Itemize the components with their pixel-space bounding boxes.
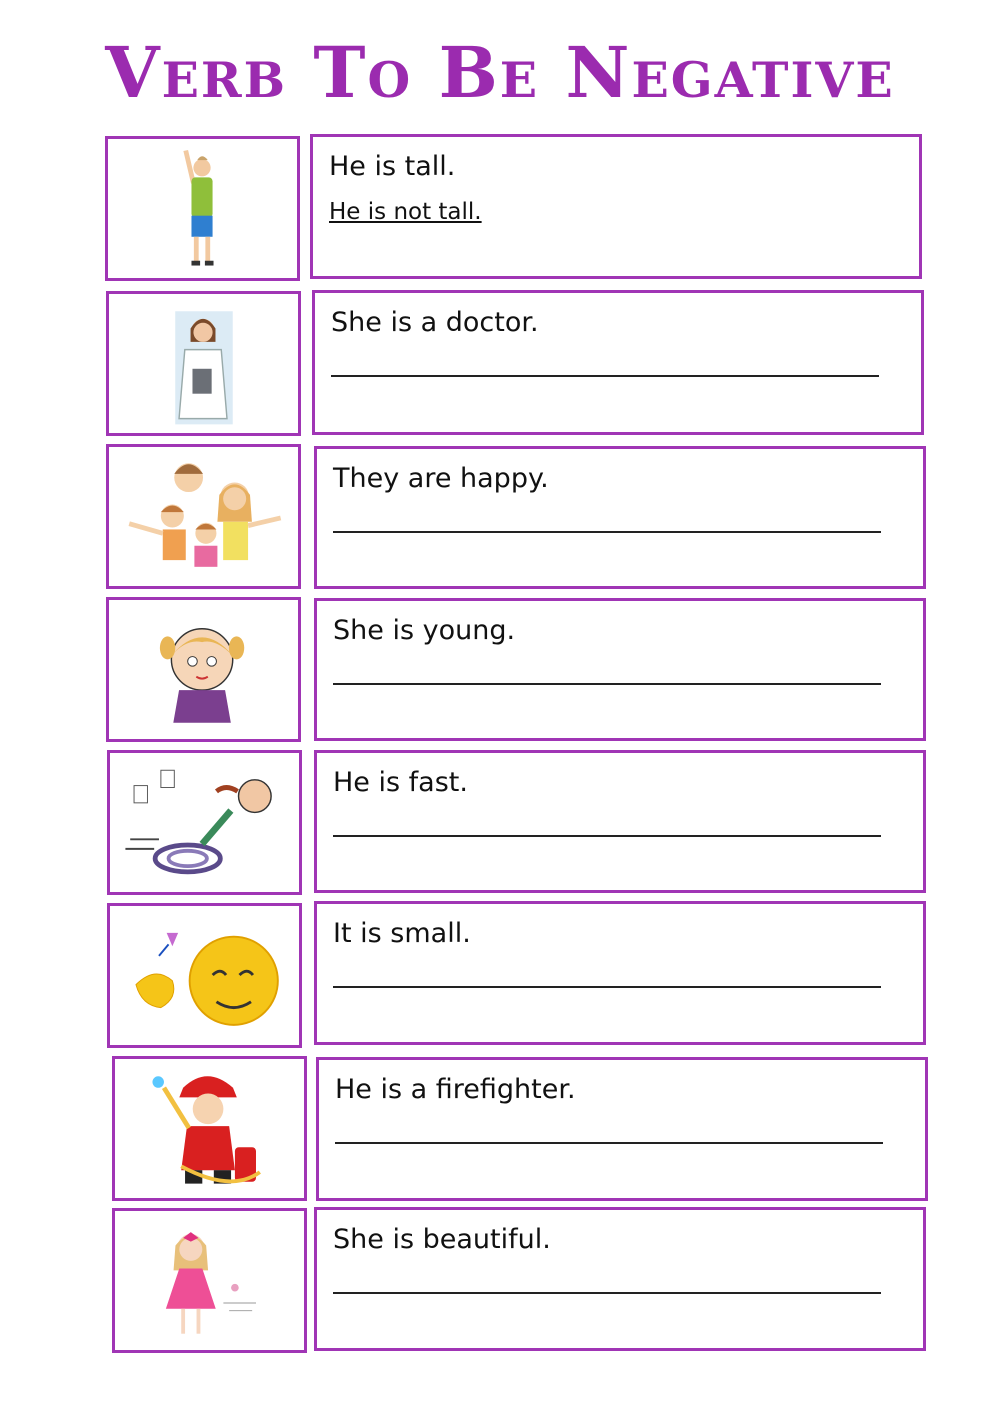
answer-text[interactable]: He is not tall.: [329, 199, 482, 225]
small-emoji-icon: [110, 906, 299, 1045]
answer-line[interactable]: [333, 835, 881, 837]
sentence-box-4: [314, 598, 926, 741]
answer-line[interactable]: [333, 1292, 881, 1294]
sentence-text: She is young.: [333, 615, 516, 646]
sentence-text: He is tall.: [329, 151, 456, 182]
sentence-text: He is fast.: [333, 767, 468, 798]
sentence-text: She is beautiful.: [333, 1224, 551, 1255]
picture-frame-happy: [106, 444, 301, 589]
young-girl-icon: [109, 600, 298, 739]
sentence-box-5: [314, 750, 926, 893]
picture-frame-doctor: [106, 291, 301, 436]
picture-frame-fast: [107, 750, 302, 895]
firefighter-icon: [115, 1059, 304, 1198]
sentence-text: She is a doctor.: [331, 307, 539, 338]
doctor-icon: [109, 294, 298, 433]
picture-frame-beautiful: [112, 1208, 307, 1353]
page-title: Verb To Be Negative: [105, 31, 895, 114]
sentence-box-1: [310, 134, 922, 279]
sentence-text: He is a firefighter.: [335, 1074, 576, 1105]
answer-line[interactable]: [333, 683, 881, 685]
sentence-box-8: [314, 1207, 926, 1351]
happy-family-icon: [109, 447, 298, 586]
sentence-box-7: [316, 1057, 928, 1201]
sentence-text: They are happy.: [333, 463, 549, 494]
fast-runner-icon: [110, 753, 299, 892]
answer-line[interactable]: [331, 375, 879, 377]
picture-frame-tall: [105, 136, 300, 281]
answer-line[interactable]: [333, 986, 881, 988]
sentence-box-3: [314, 446, 926, 589]
picture-frame-firefighter: [112, 1056, 307, 1201]
sentence-text: It is small.: [333, 918, 471, 949]
answer-line[interactable]: [333, 531, 881, 533]
picture-frame-young: [106, 597, 301, 742]
answer-line[interactable]: [335, 1142, 883, 1144]
sentence-box-6: [314, 901, 926, 1045]
sentence-box-2: [312, 290, 924, 435]
tall-boy-icon: [108, 139, 297, 278]
beautiful-girl-icon: [115, 1211, 304, 1350]
picture-frame-small: [107, 903, 302, 1048]
